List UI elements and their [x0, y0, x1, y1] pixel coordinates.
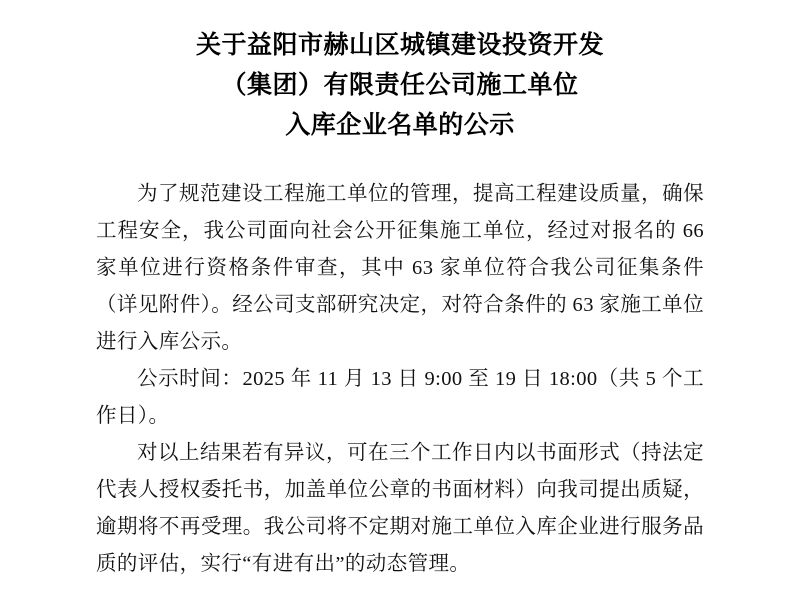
page-title [96, 26, 704, 146]
document-body [96, 176, 704, 583]
page-title-line-3: 入库企业名单的公示 [285, 112, 515, 139]
page-title-line-2: （集团）有限责任公司施工单位 [221, 72, 579, 99]
paragraph-3: 对以上结果若有异议，可在三个工作日内以书面形式（持法定代表人授权委托书，加盖单位公章的书面材料）向我司提出质疑，逾期将不再受理。我公司将不定期对施工单位入库企业进行服务品质的评估，实行“有进有出”的动态管理。 [96, 442, 704, 575]
paragraph-2: 公示时间：2025 年 11 月 13 日 9:00 至 19 日 18:00（共 5 个工作日）。 [96, 368, 704, 427]
page-title-line-1: 关于益阳市赫山区城镇建设投资开发 [195, 32, 604, 59]
paragraph-1: 为了规范建设工程施工单位的管理，提高工程建设质量，确保工程安全，我公司面向社会公开征集施工单位，经过对报名的 66 家单位进行资格条件审查，其中 63 家单位符合我公司征集条件（详见附件）。经公司支部研究决定，对符合条件的 63 家施工单位进行入库公示。 [96, 183, 704, 353]
